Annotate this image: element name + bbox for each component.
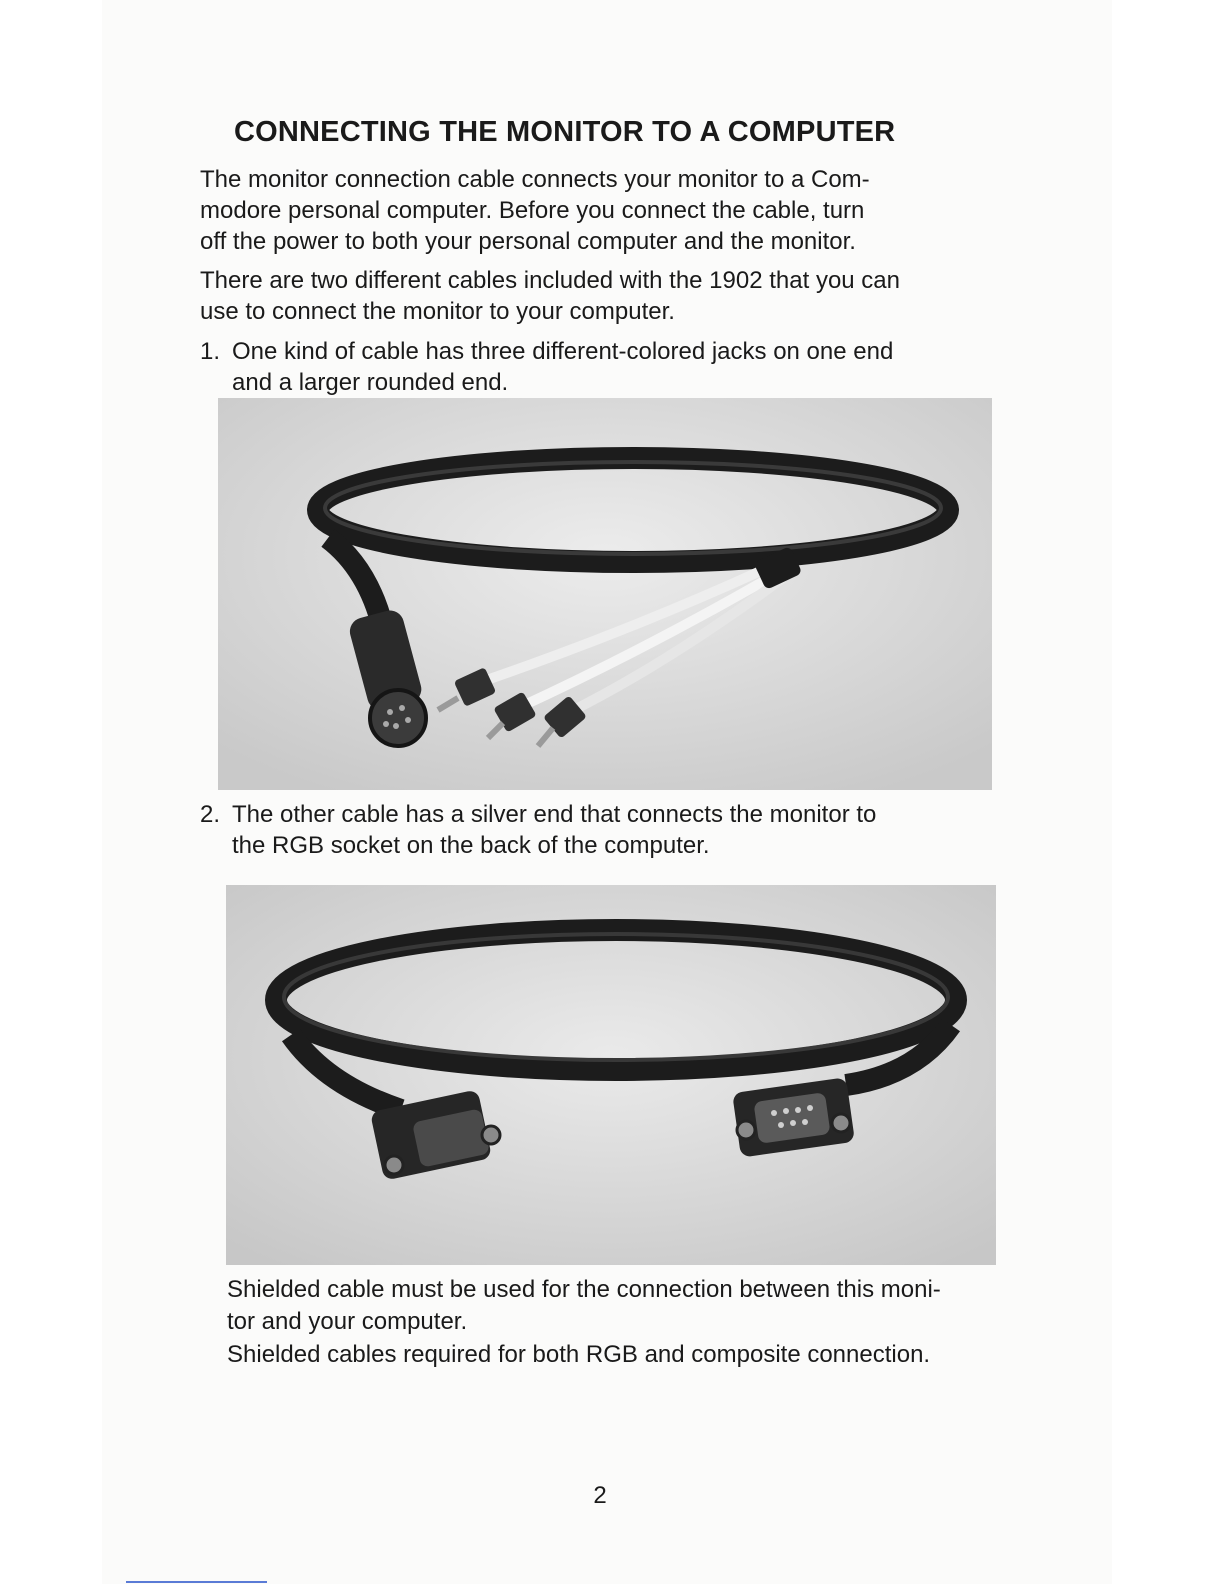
cables-line: There are two different cables included with the 1902 that you can — [200, 267, 900, 294]
intro-paragraph — [200, 164, 990, 257]
list-line: and a larger rounded end. — [232, 369, 509, 396]
shielded-note — [227, 1274, 1007, 1338]
note-line: tor and your computer. — [227, 1308, 468, 1335]
intro-line: modore personal computer. Before you connect the cable, turn — [200, 197, 865, 224]
note-line: Shielded cable must be used for the connection between this moni- — [227, 1276, 941, 1303]
intro-line: The monitor connection cable connects your monitor to a Com- — [200, 166, 870, 193]
rgb-cable-photo — [226, 885, 996, 1265]
composite-cable-illustration — [218, 398, 992, 790]
list-number: 1. — [200, 338, 221, 365]
list-number: 2. — [200, 801, 221, 828]
list-line: One kind of cable has three different-colored jacks on one end — [232, 338, 894, 365]
rgb-cable-illustration — [226, 885, 996, 1265]
composite-cable-photo — [218, 398, 992, 790]
list-text — [232, 336, 1002, 398]
footer-rule — [126, 1581, 267, 1583]
intro-line: off the power to both your personal computer and the monitor. — [200, 228, 856, 255]
cables-line: use to connect the monitor to your computer. — [200, 298, 675, 325]
page-number: 2 — [593, 1482, 607, 1509]
cables-paragraph — [200, 265, 990, 327]
page-title: CONNECTING THE MONITOR TO A COMPUTER — [234, 116, 896, 148]
list-line: the RGB socket on the back of the computer. — [232, 832, 710, 859]
list-line: The other cable has a silver end that connects the monitor to — [232, 801, 877, 828]
list-text — [232, 799, 1002, 861]
shielded-requirement: Shielded cables required for both RGB and composite connection. — [227, 1341, 931, 1368]
